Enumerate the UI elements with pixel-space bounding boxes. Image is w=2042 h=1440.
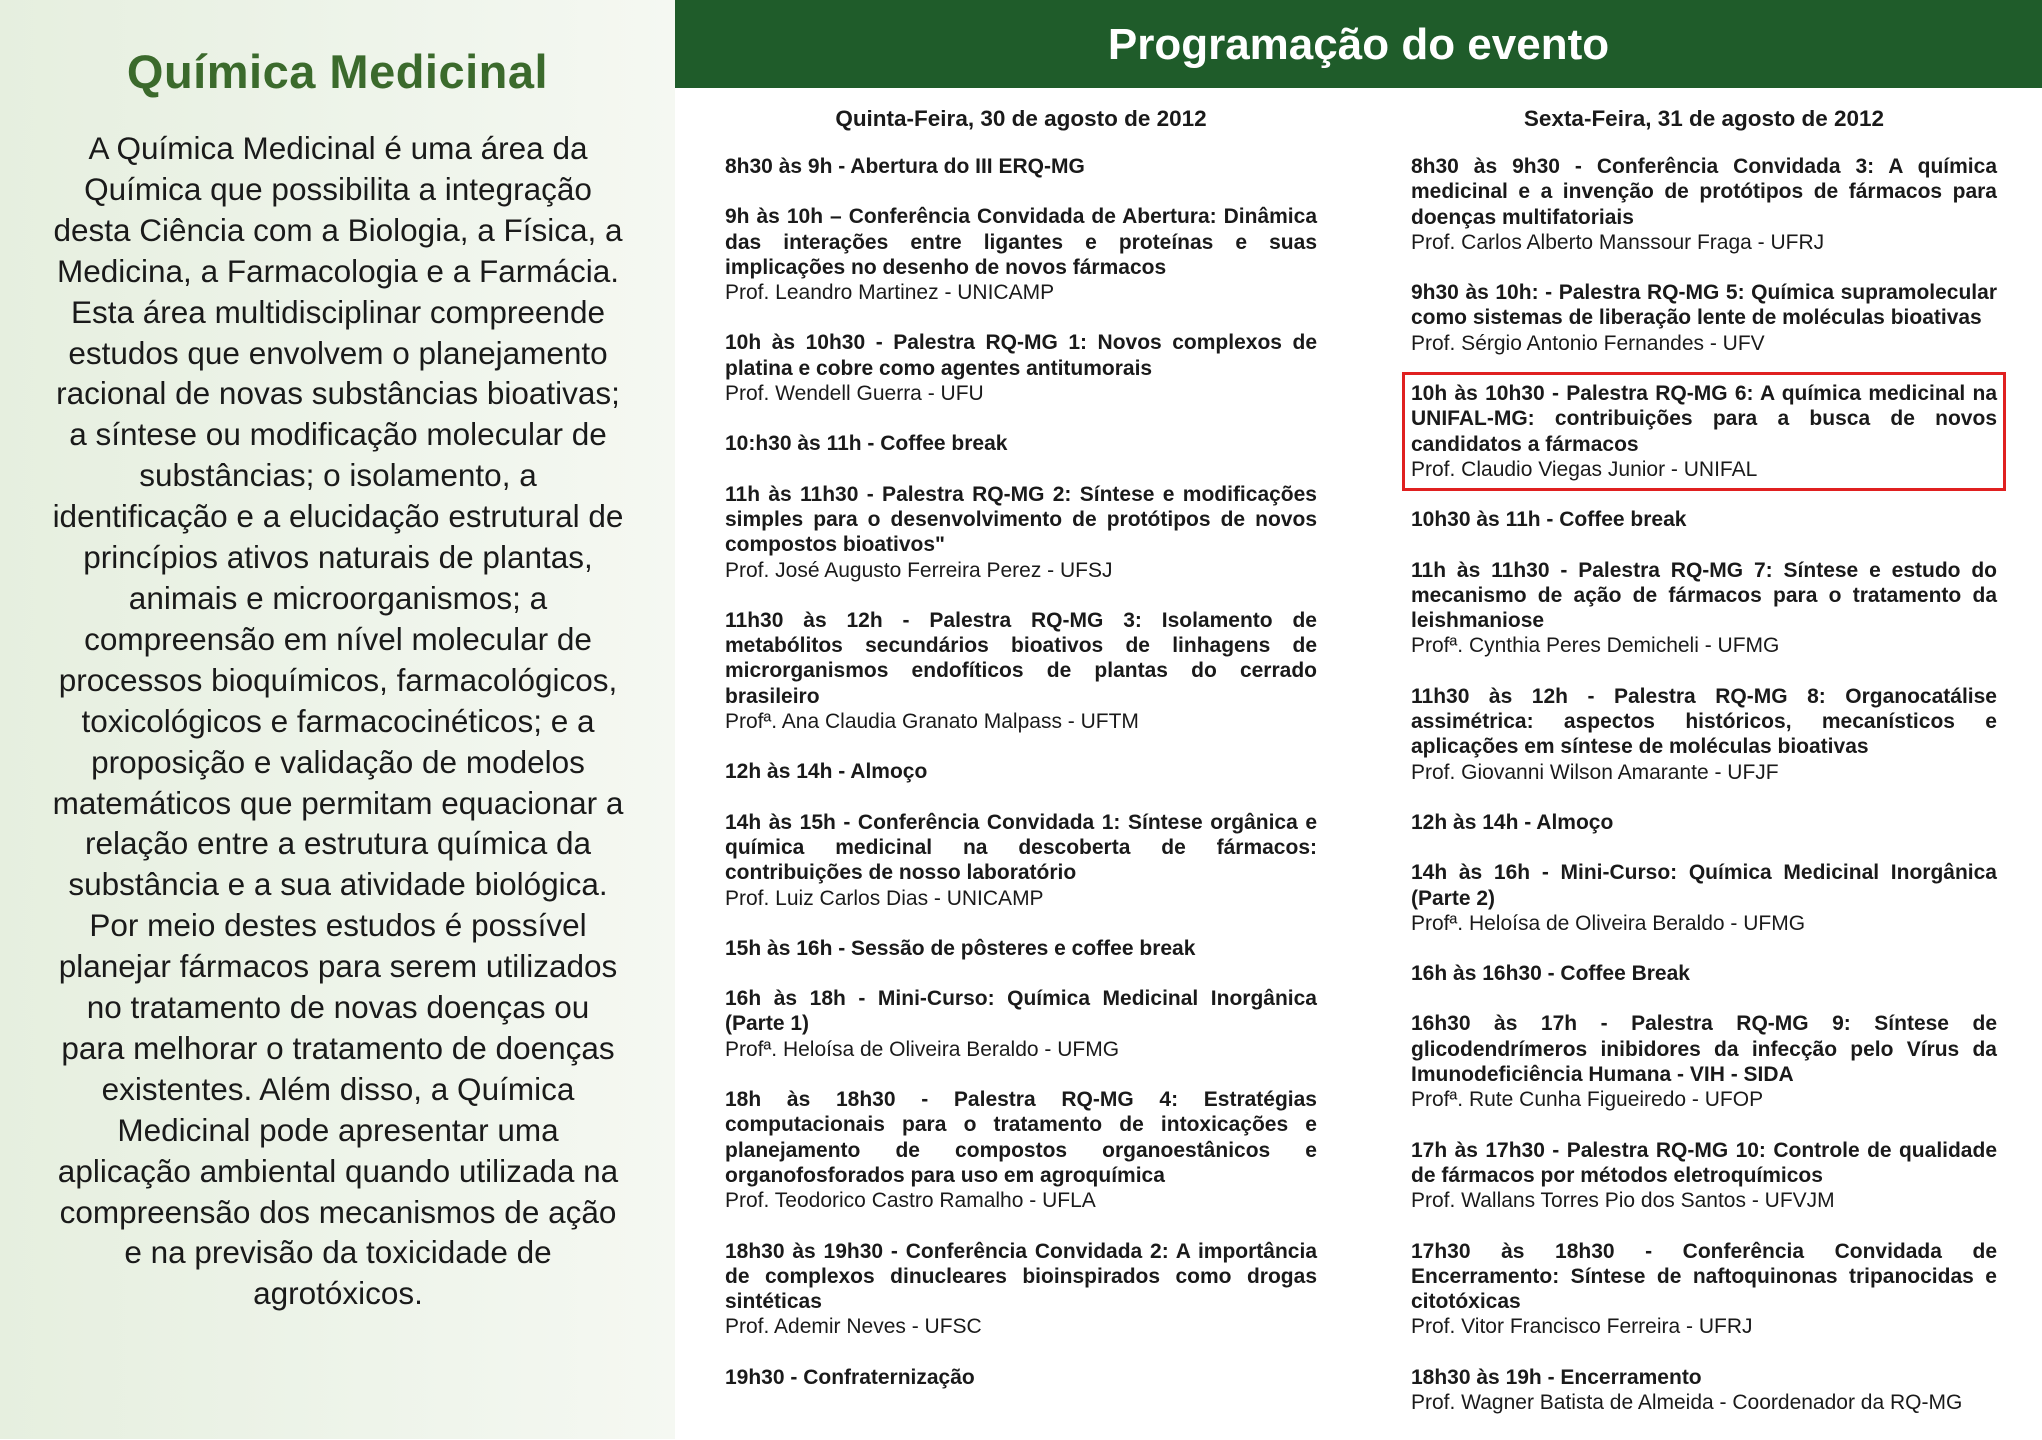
schedule-item-speaker: Profª. Cynthia Peres Demicheli - UFMG bbox=[1411, 634, 1780, 658]
schedule-item-title: 16h30 às 17h - Palestra RQ-MG 9: Síntese de glicodendrímeros inibidores da infecção pelo Vírus da Imunodeficiência Humana - VIH - SIDA bbox=[1411, 1012, 1997, 1087]
schedule-item bbox=[1411, 154, 1997, 255]
schedule-item bbox=[725, 204, 1317, 305]
schedule-item bbox=[1411, 1011, 1997, 1112]
schedule-item-title: 18h30 às 19h30 - Conferência Convidada 2: A importância de complexos dinucleares bioinspirados como drogas sintéticas bbox=[725, 1239, 1317, 1314]
page-title: Programação do evento bbox=[1107, 20, 1610, 69]
schedule-item-title: 14h às 16h - Mini-Curso: Química Medicinal Inorgânica (Parte 2) bbox=[1411, 861, 1997, 910]
description-paragraph: A Química Medicinal é uma área da Química que possibilita a integração desta Ciência com a Biologia, a Física, a Medicina, a Farmacologia e a Farmácia. Esta área multidisciplinar compreende estudos que envolvem o planejamento racional de novas substâncias bioativas; a síntese ou modificação molecular de substâncias; o isolamento, a identificação e a elucidação estrutural de princípios ativos naturais de plantas, animais e microorganismos; a compreensão em nível molecular de processos bioquímicos, farmacológicos, toxicológicos e farmacocinéticos; e a proposição e validação de modelos matemáticos que permitam equacionar a relação entre a estrutura química da substância e a sua atividade biológica. Por meio destes estudos é possível planejar fármacos para serem utilizados no tratamento de novas doenças ou para melhorar o tratamento de doenças existentes. Além disso, a Química Medicinal pode apresentar uma aplicação ambiental quando utilizada na compreensão dos mecanismos de ação e na previsão da toxicidade de agrotóxicos. bbox=[52, 130, 624, 1312]
schedule-item-title: 11h às 11h30 - Palestra RQ-MG 2: Síntese e modificações simples para o desenvolvimento de protótipos de novos compostos bioativos" bbox=[725, 482, 1317, 557]
schedule-item-title: 14h às 15h - Conferência Convidada 1: Síntese orgânica e química medicinal na descoberta de fármacos: contribuições de nosso laboratório bbox=[725, 810, 1317, 885]
schedule-item bbox=[1411, 558, 1997, 659]
schedule-item-title: 11h30 às 12h - Palestra RQ-MG 8: Organocatálise assimétrica: aspectos históricos, mecanísticos e aplicações em síntese de moléculas bioativas bbox=[1411, 684, 1997, 759]
day-column-thursday bbox=[725, 106, 1317, 1415]
schedule-item-title: 11h30 às 12h - Palestra RQ-MG 3: Isolamento de metabólitos secundários bioativos de linhagens de microrganismos endofíticos de plantas do cerrado brasileiro bbox=[725, 608, 1317, 708]
left-panel bbox=[0, 0, 675, 1439]
schedule-item-title: 9h30 às 10h: - Palestra RQ-MG 5: Química supramolecular como sistemas de liberação lente de moléculas bioativas bbox=[1411, 281, 1997, 330]
schedule-item-title: 10h às 10h30 - Palestra RQ-MG 6: A química medicinal na UNIFAL-MG: contribuições para a busca de novos candidatos a fármacos bbox=[1411, 382, 1997, 456]
schedule-item-speaker: Profª. Heloísa de Oliveira Beraldo - UFMG bbox=[725, 1037, 1120, 1061]
schedule-item bbox=[725, 1239, 1317, 1340]
schedule-item bbox=[1411, 810, 1997, 835]
schedule-item bbox=[1411, 1239, 1997, 1340]
schedule-item bbox=[1411, 860, 1997, 936]
schedule-item bbox=[725, 330, 1317, 406]
schedule-item-speaker: Prof. Giovanni Wilson Amarante - UFJF bbox=[1411, 760, 1779, 784]
schedule-item-speaker: Prof. Luiz Carlos Dias - UNICAMP bbox=[725, 886, 1044, 910]
schedule-item-title: 19h30 - Confraternização bbox=[725, 1365, 975, 1389]
schedule-item-speaker: Prof. Vitor Francisco Ferreira - UFRJ bbox=[1411, 1315, 1753, 1339]
schedule-item-title: 17h30 às 18h30 - Conferência Convidada de Encerramento: Síntese de naftoquinonas tripanocidas e citotóxicas bbox=[1411, 1239, 1997, 1314]
schedule-item-title: 11h às 11h30 - Palestra RQ-MG 7: Síntese e estudo do mecanismo de ação de fármacos para o tratamento da leishmaniose bbox=[1411, 558, 1997, 633]
schedule-item-speaker: Prof. José Augusto Ferreira Perez - UFSJ bbox=[725, 558, 1113, 582]
schedule-item-title: 10:h30 às 11h - Coffee break bbox=[725, 432, 1008, 456]
schedule-item-title: 17h às 17h30 - Palestra RQ-MG 10: Controle de qualidade de fármacos por métodos eletroquímicos bbox=[1411, 1138, 1997, 1187]
schedule-item-title: 16h às 16h30 - Coffee Break bbox=[1411, 962, 1690, 986]
schedule-item-highlighted bbox=[1411, 381, 1997, 482]
day-column-friday bbox=[1411, 106, 1997, 1440]
schedule-item-speaker: Prof. Ademir Neves - UFSC bbox=[725, 1315, 982, 1339]
schedule-item bbox=[725, 1087, 1317, 1213]
schedule-item-speaker: Prof. Claudio Viegas Junior - UNIFAL bbox=[1411, 457, 1758, 481]
schedule-item-speaker: Prof. Leandro Martinez - UNICAMP bbox=[725, 281, 1055, 305]
schedule-item-title: 16h às 18h - Mini-Curso: Química Medicinal Inorgânica (Parte 1) bbox=[725, 987, 1317, 1036]
schedule-item-speaker: Prof. Sérgio Antonio Fernandes - UFV bbox=[1411, 331, 1765, 355]
day-heading: Sexta-Feira, 31 de agosto de 2012 bbox=[1523, 106, 1885, 131]
schedule-item bbox=[1411, 961, 1997, 986]
schedule-item bbox=[1411, 507, 1997, 532]
schedule-item bbox=[725, 810, 1317, 911]
schedule-item-speaker: Profª. Heloísa de Oliveira Beraldo - UFMG bbox=[1411, 911, 1806, 935]
program-panel bbox=[675, 0, 2042, 1439]
schedule-item-title: 12h às 14h - Almoço bbox=[1411, 810, 1614, 834]
schedule-item-speaker: Prof. Wendell Guerra - UFU bbox=[725, 382, 984, 406]
schedule-item-speaker: Profª. Rute Cunha Figueiredo - UFOP bbox=[1411, 1088, 1764, 1112]
schedule-item-speaker: Prof. Teodorico Castro Ramalho - UFLA bbox=[725, 1189, 1096, 1213]
schedule-item bbox=[1411, 1365, 1997, 1416]
schedule-item-title: 15h às 16h - Sessão de pôsteres e coffee break bbox=[725, 936, 1196, 960]
schedule-item-speaker: Prof. Wagner Batista de Almeida - Coordenador da RQ-MG bbox=[1411, 1390, 1963, 1414]
schedule-item bbox=[1411, 1138, 1997, 1214]
schedule-item-title: 8h30 às 9h30 - Conferência Convidada 3: A química medicinal e a invenção de protótipos de fármacos para doenças multifatoriais bbox=[1411, 155, 1997, 229]
header-bar bbox=[675, 0, 2042, 88]
schedule-item bbox=[1411, 684, 1997, 785]
schedule-item bbox=[725, 154, 1317, 179]
event-list bbox=[1411, 154, 1997, 1415]
schedule-item bbox=[725, 1365, 1317, 1390]
schedule-item bbox=[725, 431, 1317, 456]
schedule-item bbox=[725, 759, 1317, 784]
day-heading: Quinta-Feira, 30 de agosto de 2012 bbox=[835, 106, 1207, 131]
schedule-item-title: 10h30 às 11h - Coffee break bbox=[1411, 508, 1687, 532]
schedule-item-title: 12h às 14h - Almoço bbox=[725, 760, 928, 784]
event-list bbox=[725, 154, 1317, 1390]
schedule-item-title: 9h às 10h – Conferência Convidada de Abertura: Dinâmica das interações entre ligantes e proteínas e suas implicações no desenho de novos fármacos bbox=[725, 205, 1317, 279]
schedule-item-speaker: Prof. Wallans Torres Pio dos Santos - UFVJM bbox=[1411, 1189, 1835, 1213]
schedule-item-title: 18h30 às 19h - Encerramento bbox=[1411, 1365, 1702, 1389]
schedule-item bbox=[725, 986, 1317, 1062]
schedule-item bbox=[725, 936, 1317, 961]
schedule-item-title: 8h30 às 9h - Abertura do III ERQ-MG bbox=[725, 155, 1085, 178]
schedule-item-speaker: Prof. Carlos Alberto Manssour Fraga - UFRJ bbox=[1411, 230, 1825, 254]
section-title: Química Medicinal bbox=[126, 45, 549, 98]
schedule-item-speaker: Profª. Ana Claudia Granato Malpass - UFTM bbox=[725, 710, 1139, 734]
schedule-item-title: 18h às 18h30 - Palestra RQ-MG 4: Estratégias computacionais para o tratamento de intoxicações e planejamento de compostos organoestânicos e organofosforados para uso em agroquímica bbox=[725, 1088, 1317, 1187]
schedule-item bbox=[725, 482, 1317, 583]
schedule-item-title: 10h às 10h30 - Palestra RQ-MG 1: Novos complexos de platina e cobre como agentes antitumorais bbox=[725, 331, 1317, 380]
schedule-item bbox=[725, 608, 1317, 734]
schedule-item bbox=[1411, 280, 1997, 356]
